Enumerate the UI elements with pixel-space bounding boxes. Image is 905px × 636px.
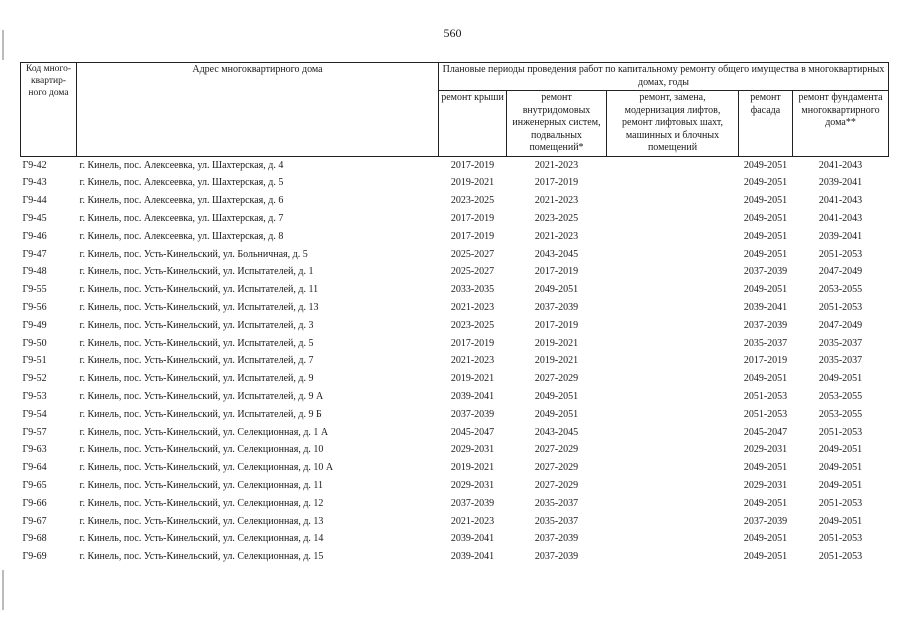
cell-code: Г9-49 bbox=[22, 319, 47, 331]
cell-roof: 2017-2019 bbox=[450, 230, 495, 242]
cell-roof: 2029-2031 bbox=[450, 444, 495, 456]
cell-systems: 2049-2051 bbox=[534, 284, 579, 296]
cell-roof: 2021-2023 bbox=[450, 302, 495, 314]
cell-foundation: 2049-2051 bbox=[818, 444, 863, 456]
table-row bbox=[21, 406, 889, 424]
cell-code: Г9-57 bbox=[22, 426, 47, 438]
cell-facade: 2049-2051 bbox=[743, 213, 788, 225]
cell-facade: 2049-2051 bbox=[743, 284, 788, 296]
cell-roof: 2037-2039 bbox=[450, 497, 495, 509]
cell-code: Г9-48 bbox=[22, 266, 47, 278]
page-number: 560 bbox=[443, 26, 462, 40]
cell-systems: 2043-2045 bbox=[534, 248, 579, 260]
cell-facade: 2029-2031 bbox=[743, 479, 788, 491]
cell-systems: 2027-2029 bbox=[534, 462, 579, 474]
table-row bbox=[21, 228, 889, 246]
table-row bbox=[21, 477, 889, 495]
cell-foundation: 2051-2053 bbox=[818, 248, 863, 260]
cell-systems: 2027-2029 bbox=[534, 373, 579, 385]
cell-facade: 2049-2051 bbox=[743, 551, 788, 563]
cell-address: г. Кинель, пос. Усть-Кинельский, ул. Селекционная, д. 1 А bbox=[79, 426, 329, 438]
table-row bbox=[21, 513, 889, 531]
cell-foundation: 2035-2037 bbox=[818, 337, 863, 349]
cell-elevators bbox=[607, 477, 739, 495]
cell-elevators bbox=[607, 282, 739, 300]
cell-foundation: 2053-2055 bbox=[818, 408, 863, 420]
header-roof: ремонт крыши bbox=[439, 91, 507, 157]
cell-address: г. Кинель, пос. Усть-Кинельский, ул. Испытателей, д. 9 Б bbox=[79, 408, 322, 420]
cell-roof: 2019-2021 bbox=[450, 373, 495, 385]
cell-address: г. Кинель, пос. Усть-Кинельский, ул. Селекционная, д. 10 А bbox=[79, 462, 334, 474]
header-systems: ремонт внутридомовых инженерных систем, подвальных помещений* bbox=[507, 91, 607, 157]
cell-foundation: 2039-2041 bbox=[818, 177, 863, 189]
cell-address: г. Кинель, пос. Усть-Кинельский, ул. Испытателей, д. 1 bbox=[79, 266, 314, 278]
cell-roof: 2023-2025 bbox=[450, 195, 495, 207]
cell-code: Г9-42 bbox=[22, 159, 47, 171]
cell-address: г. Кинель, пос. Усть-Кинельский, ул. Больничная, д. 5 bbox=[79, 248, 308, 260]
cell-elevators bbox=[607, 513, 739, 531]
cell-elevators bbox=[607, 406, 739, 424]
cell-address: г. Кинель, пос. Алексеевка, ул. Шахтерская, д. 6 bbox=[79, 195, 284, 207]
cell-facade: 2049-2051 bbox=[743, 248, 788, 260]
cell-roof: 2023-2025 bbox=[450, 319, 495, 331]
cell-foundation: 2051-2053 bbox=[818, 302, 863, 314]
cell-code: Г9-51 bbox=[22, 355, 47, 367]
cell-systems: 2035-2037 bbox=[534, 497, 579, 509]
scan-edge-mark bbox=[2, 30, 4, 60]
header-elevators: ремонт, замена, модернизация лифтов, ремонт лифтовых шахт, машинных и блочных помещений bbox=[607, 91, 739, 157]
cell-roof: 2037-2039 bbox=[450, 408, 495, 420]
cell-elevators bbox=[607, 531, 739, 549]
cell-elevators bbox=[607, 246, 739, 264]
header-foundation: ремонт фундамента многоквартирного дома** bbox=[793, 91, 889, 157]
cell-facade: 2049-2051 bbox=[743, 497, 788, 509]
capital-repair-table bbox=[20, 62, 889, 566]
cell-systems: 2049-2051 bbox=[534, 391, 579, 402]
cell-roof: 2021-2023 bbox=[450, 355, 495, 367]
cell-code: Г9-52 bbox=[22, 373, 47, 385]
cell-roof: 2019-2021 bbox=[450, 462, 495, 474]
cell-facade: 2049-2051 bbox=[743, 462, 788, 474]
table-row bbox=[21, 193, 889, 211]
cell-facade: 2049-2051 bbox=[743, 177, 788, 189]
cell-foundation: 2041-2043 bbox=[818, 195, 863, 207]
table-row bbox=[21, 299, 889, 317]
cell-elevators bbox=[607, 299, 739, 317]
cell-facade: 2039-2041 bbox=[743, 302, 788, 314]
cell-facade: 2037-2039 bbox=[743, 319, 788, 331]
table-row bbox=[21, 264, 889, 282]
cell-roof: 2025-2027 bbox=[450, 266, 495, 278]
cell-foundation: 2053-2055 bbox=[818, 391, 863, 402]
cell-facade: 2049-2051 bbox=[743, 159, 788, 171]
cell-elevators bbox=[607, 388, 739, 406]
scan-edge-mark bbox=[2, 570, 4, 610]
cell-foundation: 2051-2053 bbox=[818, 551, 863, 563]
cell-facade: 2017-2019 bbox=[743, 355, 788, 367]
cell-foundation: 2047-2049 bbox=[818, 319, 863, 331]
cell-address: г. Кинель, пос. Усть-Кинельский, ул. Испытателей, д. 7 bbox=[79, 355, 314, 367]
cell-roof: 2017-2019 bbox=[450, 337, 495, 349]
table-row bbox=[21, 282, 889, 300]
cell-elevators bbox=[607, 210, 739, 228]
cell-code: Г9-69 bbox=[22, 551, 47, 563]
cell-code: Г9-53 bbox=[22, 391, 47, 402]
cell-code: Г9-63 bbox=[22, 444, 47, 456]
cell-systems: 2021-2023 bbox=[534, 159, 579, 171]
cell-facade: 2051-2053 bbox=[743, 408, 788, 420]
cell-elevators bbox=[607, 264, 739, 282]
cell-roof: 2033-2035 bbox=[450, 284, 495, 296]
table-row bbox=[21, 424, 889, 442]
cell-systems: 2049-2051 bbox=[534, 408, 579, 420]
cell-foundation: 2053-2055 bbox=[818, 284, 863, 296]
cell-facade: 2051-2053 bbox=[743, 391, 788, 402]
cell-elevators bbox=[607, 353, 739, 371]
table-row bbox=[21, 460, 889, 478]
table-row bbox=[21, 388, 889, 406]
cell-facade: 2037-2039 bbox=[743, 266, 788, 278]
cell-code: Г9-44 bbox=[22, 195, 47, 207]
cell-address: г. Кинель, пос. Усть-Кинельский, ул. Селекционная, д. 10 bbox=[79, 444, 324, 456]
cell-code: Г9-68 bbox=[22, 533, 47, 545]
cell-facade: 2035-2037 bbox=[743, 337, 788, 349]
cell-address: г. Кинель, пос. Усть-Кинельский, ул. Селекционная, д. 11 bbox=[79, 479, 324, 491]
cell-code: Г9-65 bbox=[22, 479, 47, 491]
cell-address: г. Кинель, пос. Алексеевка, ул. Шахтерская, д. 4 bbox=[79, 159, 284, 171]
cell-foundation: 2049-2051 bbox=[818, 462, 863, 474]
table-row bbox=[21, 549, 889, 567]
cell-address: г. Кинель, пос. Усть-Кинельский, ул. Селекционная, д. 12 bbox=[79, 497, 324, 509]
cell-foundation: 2049-2051 bbox=[818, 479, 863, 491]
table-row bbox=[21, 495, 889, 513]
cell-foundation: 2051-2053 bbox=[818, 533, 863, 545]
cell-systems: 2037-2039 bbox=[534, 551, 579, 563]
cell-elevators bbox=[607, 193, 739, 211]
cell-code: Г9-45 bbox=[22, 213, 47, 225]
table-row bbox=[21, 531, 889, 549]
cell-code: Г9-54 bbox=[22, 408, 47, 420]
cell-elevators bbox=[607, 371, 739, 389]
cell-address: г. Кинель, пос. Усть-Кинельский, ул. Испытателей, д. 9 bbox=[79, 373, 314, 385]
table-row bbox=[21, 353, 889, 371]
table-row bbox=[21, 175, 889, 193]
cell-foundation: 2039-2041 bbox=[818, 230, 863, 242]
cell-roof: 2039-2041 bbox=[450, 391, 495, 402]
cell-roof: 2039-2041 bbox=[450, 551, 495, 563]
cell-address: г. Кинель, пос. Алексеевка, ул. Шахтерская, д. 7 bbox=[79, 213, 284, 225]
cell-facade: 2049-2051 bbox=[743, 230, 788, 242]
cell-elevators bbox=[607, 442, 739, 460]
cell-address: г. Кинель, пос. Усть-Кинельский, ул. Испытателей, д. 11 bbox=[79, 284, 319, 296]
cell-systems: 2043-2045 bbox=[534, 426, 579, 438]
cell-systems: 2035-2037 bbox=[534, 515, 579, 527]
cell-code: Г9-50 bbox=[22, 337, 47, 349]
cell-foundation: 2051-2053 bbox=[818, 497, 863, 509]
cell-elevators bbox=[607, 460, 739, 478]
cell-systems: 2037-2039 bbox=[534, 533, 579, 545]
cell-elevators bbox=[607, 424, 739, 442]
cell-code: Г9-55 bbox=[22, 284, 47, 296]
cell-systems: 2027-2029 bbox=[534, 444, 579, 456]
cell-address: г. Кинель, пос. Усть-Кинельский, ул. Испытателей, д. 3 bbox=[79, 319, 314, 331]
cell-elevators bbox=[607, 549, 739, 567]
cell-elevators bbox=[607, 317, 739, 335]
header-facade: ремонт фасада bbox=[739, 91, 793, 157]
header-code: Код много-квартир-ного дома bbox=[21, 63, 77, 157]
cell-roof: 2045-2047 bbox=[450, 426, 495, 438]
cell-code: Г9-66 bbox=[22, 497, 47, 509]
cell-address: г. Кинель, пос. Усть-Кинельский, ул. Испытателей, д. 13 bbox=[79, 302, 319, 314]
cell-address: г. Кинель, пос. Усть-Кинельский, ул. Селекционная, д. 14 bbox=[79, 533, 324, 545]
cell-elevators bbox=[607, 495, 739, 513]
cell-systems: 2017-2019 bbox=[534, 177, 579, 189]
cell-facade: 2037-2039 bbox=[743, 515, 788, 527]
cell-systems: 2037-2039 bbox=[534, 302, 579, 314]
cell-facade: 2029-2031 bbox=[743, 444, 788, 456]
cell-roof: 2019-2021 bbox=[450, 177, 495, 189]
cell-roof: 2021-2023 bbox=[450, 515, 495, 527]
cell-elevators bbox=[607, 175, 739, 193]
cell-code: Г9-43 bbox=[22, 177, 47, 189]
cell-address: г. Кинель, пос. Усть-Кинельский, ул. Селекционная, д. 15 bbox=[79, 551, 324, 563]
table-row bbox=[21, 210, 889, 228]
table-body bbox=[21, 157, 889, 567]
table-row bbox=[21, 371, 889, 389]
cell-systems: 2017-2019 bbox=[534, 319, 579, 331]
cell-roof: 2029-2031 bbox=[450, 479, 495, 491]
table-row bbox=[21, 157, 889, 175]
cell-foundation: 2035-2037 bbox=[818, 355, 863, 367]
cell-systems: 2021-2023 bbox=[534, 230, 579, 242]
cell-facade: 2045-2047 bbox=[743, 426, 788, 438]
cell-systems: 2019-2021 bbox=[534, 355, 579, 367]
cell-foundation: 2041-2043 bbox=[818, 213, 863, 225]
cell-code: Г9-47 bbox=[22, 248, 47, 260]
cell-foundation: 2051-2053 bbox=[818, 426, 863, 438]
cell-foundation: 2047-2049 bbox=[818, 266, 863, 278]
table-row bbox=[21, 246, 889, 264]
cell-code: Г9-46 bbox=[22, 230, 47, 242]
table-row bbox=[21, 442, 889, 460]
cell-foundation: 2049-2051 bbox=[818, 373, 863, 385]
cell-code: Г9-56 bbox=[22, 302, 47, 314]
cell-elevators bbox=[607, 157, 739, 175]
cell-roof: 2017-2019 bbox=[450, 213, 495, 225]
cell-facade: 2049-2051 bbox=[743, 373, 788, 385]
cell-elevators bbox=[607, 335, 739, 353]
cell-foundation: 2041-2043 bbox=[818, 159, 863, 171]
table-row bbox=[21, 335, 889, 353]
cell-code: Г9-64 bbox=[22, 462, 47, 474]
table-row bbox=[21, 317, 889, 335]
cell-roof: 2025-2027 bbox=[450, 248, 495, 260]
header-address: Адрес многоквартирного дома bbox=[77, 63, 439, 157]
cell-address: г. Кинель, пос. Усть-Кинельский, ул. Испытателей, д. 9 А bbox=[79, 391, 324, 402]
cell-address: г. Кинель, пос. Алексеевка, ул. Шахтерская, д. 8 bbox=[79, 230, 284, 242]
cell-systems: 2023-2025 bbox=[534, 213, 579, 225]
header-periods: Плановые периоды проведения работ по капитальному ремонту общего имущества в многоквартирных домах, годы bbox=[439, 63, 889, 91]
cell-facade: 2049-2051 bbox=[743, 533, 788, 545]
cell-systems: 2017-2019 bbox=[534, 266, 579, 278]
cell-systems: 2027-2029 bbox=[534, 479, 579, 491]
cell-elevators bbox=[607, 228, 739, 246]
cell-facade: 2049-2051 bbox=[743, 195, 788, 207]
cell-systems: 2019-2021 bbox=[534, 337, 579, 349]
cell-foundation: 2049-2051 bbox=[818, 515, 863, 527]
cell-address: г. Кинель, пос. Алексеевка, ул. Шахтерская, д. 5 bbox=[79, 177, 284, 189]
cell-systems: 2021-2023 bbox=[534, 195, 579, 207]
cell-address: г. Кинель, пос. Усть-Кинельский, ул. Селекционная, д. 13 bbox=[79, 515, 324, 527]
cell-address: г. Кинель, пос. Усть-Кинельский, ул. Испытателей, д. 5 bbox=[79, 337, 314, 349]
cell-roof: 2039-2041 bbox=[450, 533, 495, 545]
cell-code: Г9-67 bbox=[22, 515, 47, 527]
cell-roof: 2017-2019 bbox=[450, 159, 495, 171]
